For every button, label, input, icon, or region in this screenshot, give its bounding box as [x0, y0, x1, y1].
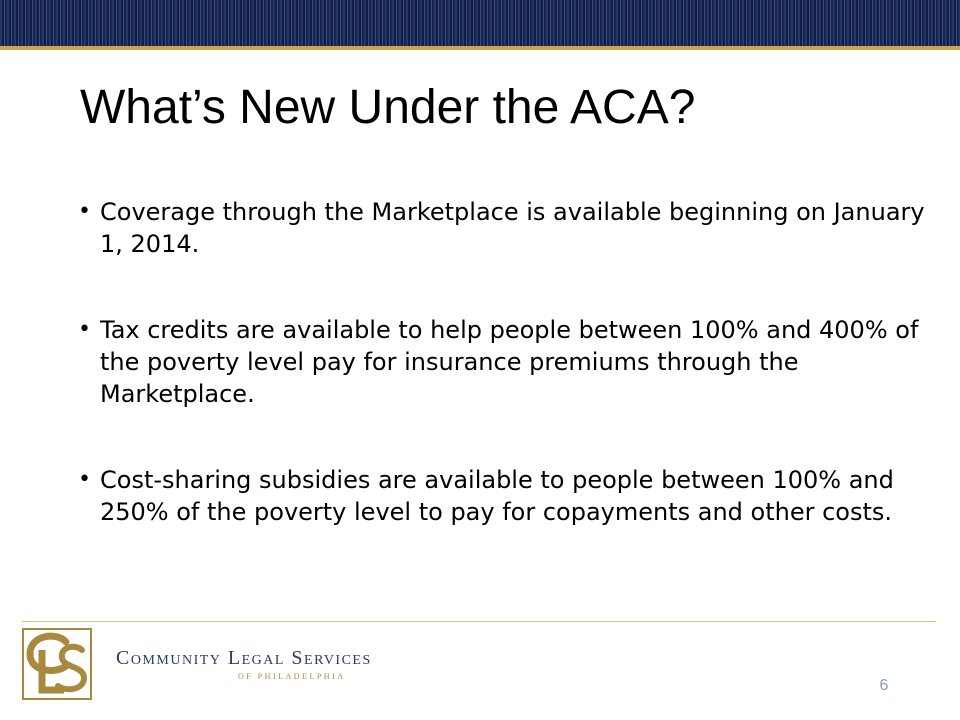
- logo-subtitle: OF PHILADELPHIA: [238, 672, 346, 681]
- slide-title: What’s New Under the ACA?: [80, 81, 696, 134]
- bullet-item: [78, 314, 938, 410]
- logo-organization-name: Community Legal Services: [116, 647, 372, 669]
- header-band: [0, 0, 960, 50]
- bullet-text: Coverage through the Marketplace is available beginning on January 1, 2014.: [100, 198, 925, 258]
- cls-logo: [22, 628, 372, 700]
- bullet-item: [78, 196, 938, 260]
- cls-monogram-icon: [22, 628, 92, 700]
- bullet-item: [78, 464, 938, 528]
- bullet-marker: •: [78, 317, 91, 342]
- bullet-text: Cost-sharing subsidies are available to people between 100% and 250% of the poverty level to pay for copayments and other costs.: [100, 466, 894, 526]
- footer-divider: [22, 621, 936, 622]
- bullet-list: [78, 196, 938, 528]
- bullet-marker: •: [78, 199, 91, 224]
- page-number: 6: [879, 677, 889, 694]
- bullet-text: Tax credits are available to help people between 100% and 400% of the poverty level pay for insurance premiums through the Marketplace.: [100, 316, 919, 408]
- bullet-marker: •: [78, 467, 91, 492]
